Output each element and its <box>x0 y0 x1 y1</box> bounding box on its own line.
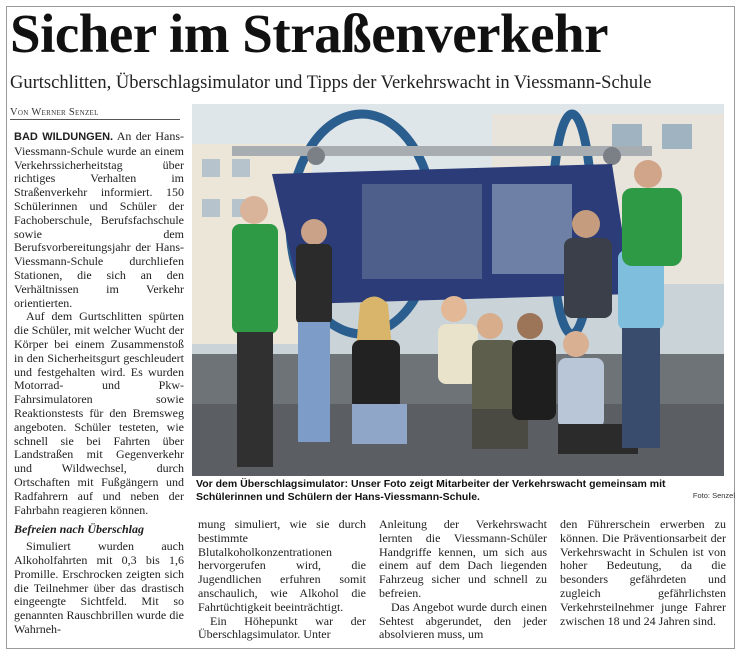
section-subtitle: Befreien nach Überschlag <box>14 522 144 537</box>
text-column-1 <box>14 130 184 637</box>
paragraph: den Führerschein erwerben zu können. Die Präventionsarbeit der Verkehrswacht in Schulen ist von hoher Bedeutung, da die besonders gefährdeten und zugleich gefährlichsten Verkehrsteilnehmer junge Fahrer zwischen 18 und 24 Jahren sind. <box>560 517 726 628</box>
paragraph <box>14 130 184 310</box>
paragraph: Ein Höhepunkt war der Überschlagsimulator. Unter <box>198 613 366 642</box>
dateline: BAD WILDUNGEN. <box>14 131 114 143</box>
photo-credit: Foto: Senzel <box>692 491 735 500</box>
text-column-4 <box>560 518 726 628</box>
group-photo-image <box>192 104 724 476</box>
photo-caption: Vor dem Überschlagsimulator: Unser Foto zeigt Mitarbeiter der Verkehrswacht gemeinsam mit Schülerinnen und Schülern der Hans-Viessmann-Schule. <box>196 478 666 503</box>
text-column-2 <box>198 518 366 642</box>
paragraph: Auf dem Gurtschlitten spürten die Schüler, mit welcher Wucht der Körper bei einem Zusammenstoß in den Sicherheitsgurt geschleudert und festgehalten wird. Es wurden Motorrad- und Pkw-Fahrsimulatoren sowie Reaktionstests für den Bremsweg angeboten. Schüler testeten, wie schnell sie bei Fahrten über Landstraßen mit Gegenverkehr und Wildwechsel, durch Ortschaften mit Fußgängern und Radfahrern auf und neben der Fahrbahn reagieren können. <box>14 309 184 517</box>
byline: Von Werner Senzel <box>10 107 180 120</box>
paragraph: Simuliert wurden auch Alkoholfahrten mit 0,3 bis 1,6 Promille. Erschrocken zeigten sich die Teilnehmer über das drastisch eingeengte Sichtfeld. Mit so genannten Rauschbrillen wurde die Wahrneh- <box>14 539 184 636</box>
paragraph: Das Angebot wurde durch einen Sehtest abgerundet, den jeder absolvieren muss, um <box>379 599 547 642</box>
article-photo <box>192 104 724 476</box>
article-headline: Sicher im Straßenverkehr <box>10 3 609 64</box>
text-column-3 <box>379 518 547 642</box>
paragraph: Anleitung der Verkehrswacht lernten die Viessmann-Schüler Handgriffe kennen, um sich aus einem auf dem Dach liegenden Fahrzeug sicher und schnell zu befreien. <box>379 517 547 600</box>
article-subheadline: Gurtschlitten, Überschlagsimulator und Tipps der Verkehrswacht in Viessmann-Schule <box>10 73 652 93</box>
paragraph: mung simuliert, wie sie durch bestimmte Blutalkoholkonzentrationen hervorgerufen wird, die Jugendlichen erfuhren somit anschaulich, wie Alkohol die Fahrtüchtigkeit beeinträchtigt. <box>198 517 366 614</box>
paragraph-text: An der Hans-Viessmann-Schule wurde an einem Verkehrssicherheitstag über richtiges Verhalten im Straßenverkehr informiert. 150 Schülerinnen und Schüler der Fachoberschule, Berufsfachschule sowie dem Berufsvorbereitungsjahr der Hans-Viessmann-Schule durchliefen Stationen, die sich an den Verhältnissen im Verkehr orientierten. <box>14 129 185 310</box>
